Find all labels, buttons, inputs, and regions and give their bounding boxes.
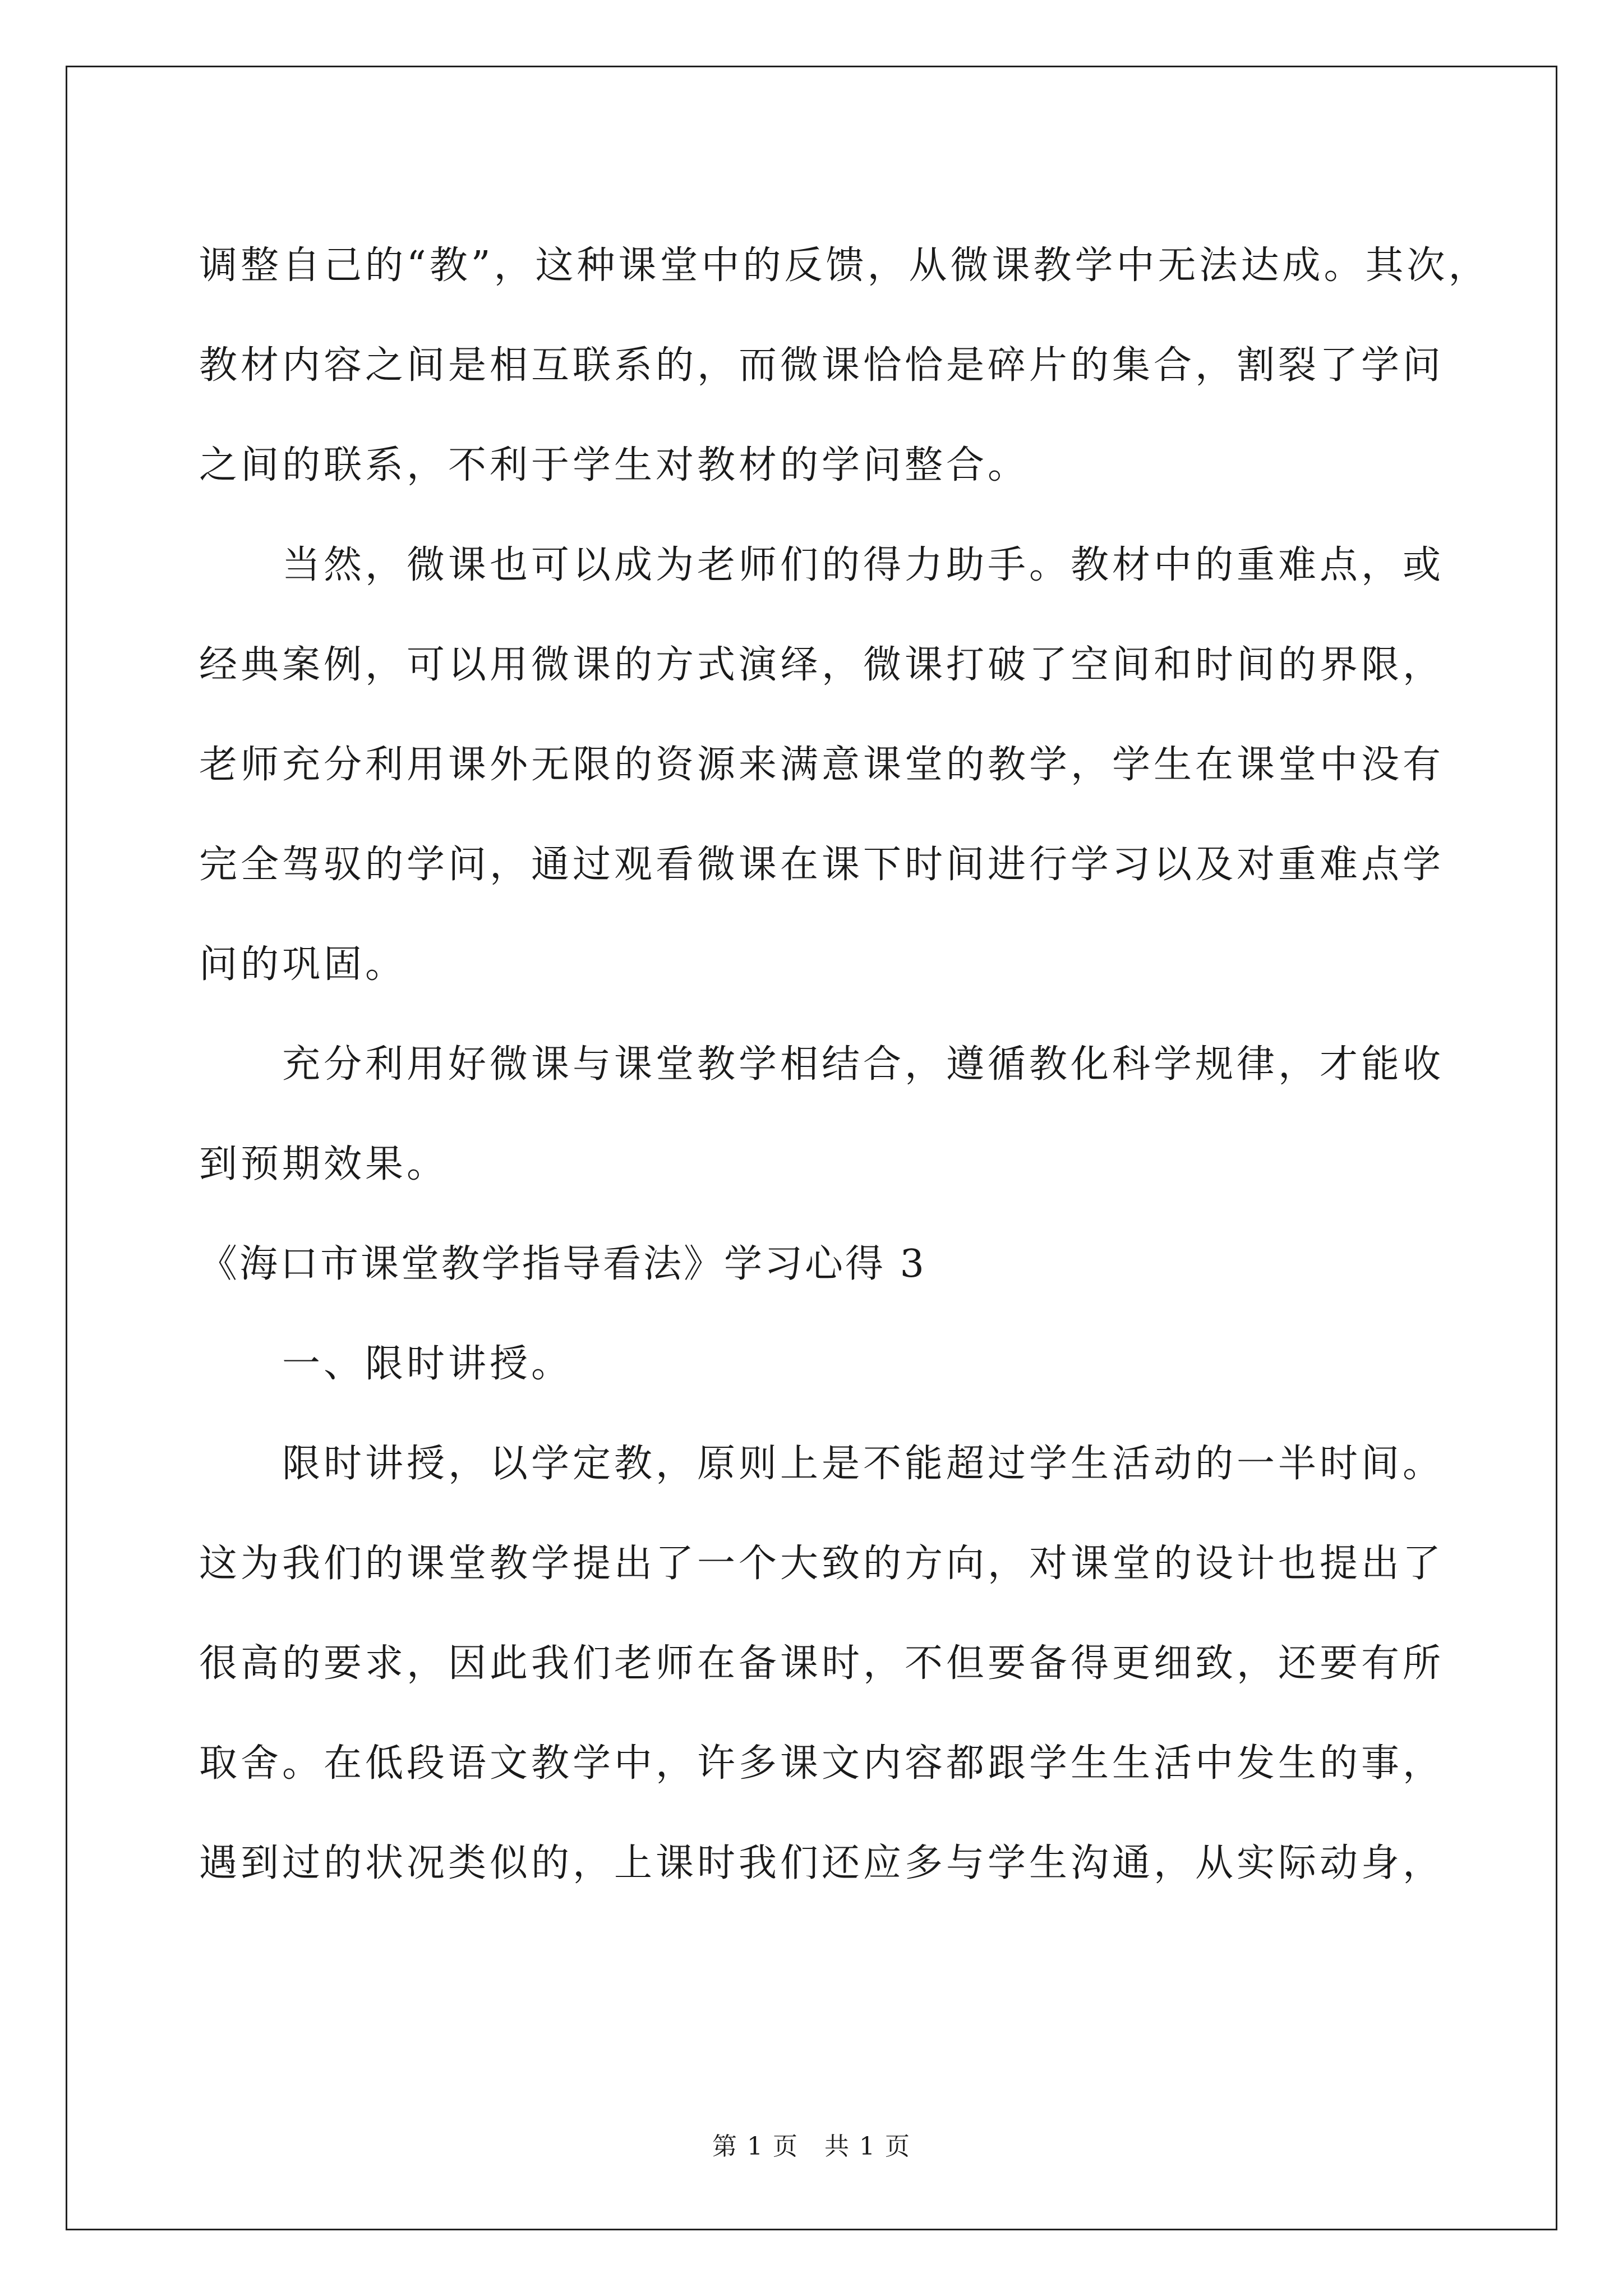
text-line: 遇到过的状况类似的，上课时我们还应多与学生沟通，从实际动身， — [199, 1841, 1445, 1885]
paragraph-start-line: 充分利用好微课与课堂教学相结合，遵循教化科学规律，才能收 — [282, 1042, 1445, 1087]
text-line: 很高的要求，因此我们老师在备课时，不但要备得更细致，还要有所 — [199, 1641, 1445, 1686]
text-line: 这为我们的课堂教学提出了一个大致的方向，对课堂的设计也提出了 — [199, 1542, 1445, 1586]
text-line: 到预期效果。 — [199, 1142, 449, 1186]
text-line: 老师充分利用课外无限的资源来满意课堂的教学，学生在课堂中没有 — [199, 743, 1445, 787]
text-line: 调整自己的“教”，这种课堂中的反馈，从微课教学中无法达成。其次， — [199, 243, 1490, 288]
text-line: 取舍。在低段语文教学中，许多课文内容都跟学生生活中发生的事， — [199, 1741, 1445, 1786]
text-line: 经典案例，可以用微课的方式演绎，微课打破了空间和时间的界限， — [199, 643, 1445, 687]
text-line: 完全驾驭的学问，通过观看微课在课下时间进行学习以及对重难点学 — [199, 843, 1445, 887]
paragraph-start-line: 限时讲授，以学定教，原则上是不能超过学生活动的一半时间。 — [282, 1442, 1445, 1486]
text-line: 之间的联系，不利于学生对教材的学问整合。 — [199, 443, 1030, 487]
subsection-heading: 一、限时讲授。 — [282, 1342, 573, 1386]
section-heading: 《海口市课堂教学指导看法》学习心得 3 — [199, 1242, 926, 1286]
paragraph-start-line: 当然，微课也可以成为老师们的得力助手。教材中的重难点，或 — [282, 543, 1445, 587]
document-body — [199, 216, 1490, 1913]
text-line: 教材内容之间是相互联系的，而微课恰恰是碎片的集合，割裂了学问 — [199, 343, 1445, 388]
text-line: 问的巩固。 — [199, 942, 407, 987]
page-footer: 第 1 页 共 1 页 — [712, 2132, 911, 2161]
